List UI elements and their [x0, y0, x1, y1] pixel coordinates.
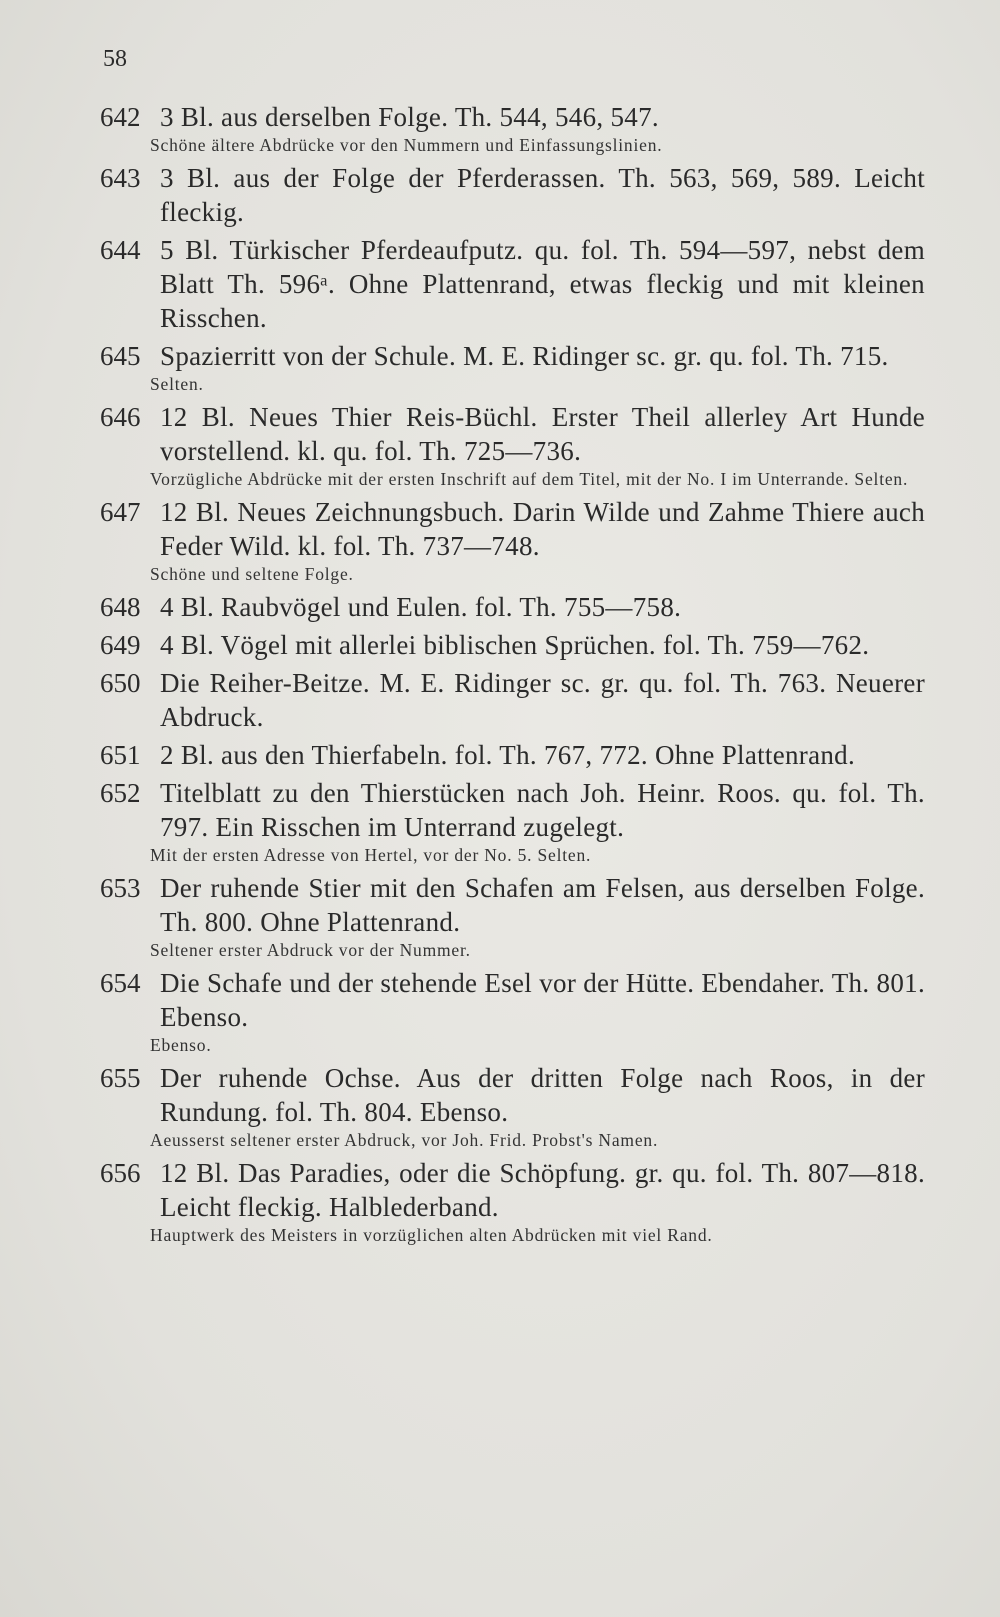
entry-text: Spazierritt von der Schule. M. E. Ridinger sc. gr. qu. fol. Th. 715.	[160, 341, 889, 371]
entry-text: 3 Bl. aus der Folge der Pferderassen. Th. 563, 569, 589. Leicht fleckig.	[160, 163, 925, 227]
entry-number: 655	[100, 1063, 141, 1093]
catalog-entry	[100, 666, 925, 734]
entry-list	[100, 100, 925, 1251]
page-number: 58	[103, 46, 127, 72]
entry-number: 648	[100, 592, 141, 622]
entry-note: Seltener erster Abdruck vor der Nummer.	[150, 940, 471, 960]
entry-text: Titelblatt zu den Thierstücken nach Joh. Heinr. Roos. qu. fol. Th. 797. Ein Risschen im Unterrand zugelegt.	[160, 778, 925, 842]
entry-note: Ebenso.	[150, 1035, 212, 1055]
entry-number: 650	[100, 668, 141, 698]
entry-number: 647	[100, 497, 141, 527]
entry-text: Der ruhende Stier mit den Schafen am Felsen, aus derselben Folge. Th. 800. Ohne Plattenrand.	[160, 873, 925, 937]
catalog-entry	[100, 871, 925, 962]
entry-note: Aeusserst seltener erster Abdruck, vor Joh. Frid. Probst's Namen.	[150, 1130, 659, 1150]
entry-text: Der ruhende Ochse. Aus der dritten Folge nach Roos, in der Rundung. fol. Th. 804. Ebenso.	[160, 1063, 925, 1127]
catalog-entry	[100, 400, 925, 491]
entry-note: Vorzügliche Abdrücke mit der ersten Inschrift auf dem Titel, mit der No. I im Unterrande. Selten.	[150, 469, 909, 489]
catalog-entry	[100, 1061, 925, 1152]
catalog-entry	[100, 495, 925, 586]
catalog-entry	[100, 776, 925, 867]
entry-number: 642	[100, 102, 141, 132]
entry-text: 12 Bl. Neues Zeichnungsbuch. Darin Wilde und Zahme Thiere auch Feder Wild. kl. fol. Th. 737—748.	[160, 497, 925, 561]
entry-number: 649	[100, 630, 141, 660]
entry-note: Schöne und seltene Folge.	[150, 564, 354, 584]
catalog-entry	[100, 628, 925, 662]
catalog-entry	[100, 161, 925, 229]
catalog-entry	[100, 100, 925, 157]
entry-note: Schöne ältere Abdrücke vor den Nummern und Einfassungslinien.	[150, 135, 663, 155]
entry-note: Hauptwerk des Meisters in vorzüglichen alten Abdrücken mit viel Rand.	[150, 1225, 713, 1245]
catalog-entry	[100, 738, 925, 772]
entry-number: 645	[100, 341, 141, 371]
catalog-entry	[100, 1156, 925, 1247]
entry-text: 4 Bl. Raubvögel und Eulen. fol. Th. 755—758.	[160, 592, 682, 622]
entry-number: 646	[100, 402, 141, 432]
entry-text: 12 Bl. Das Paradies, oder die Schöpfung. gr. qu. fol. Th. 807—818. Leicht fleckig. Halblederband.	[160, 1158, 925, 1222]
entry-number: 652	[100, 778, 141, 808]
catalog-entry	[100, 590, 925, 624]
entry-text: 2 Bl. aus den Thierfabeln. fol. Th. 767, 772. Ohne Plattenrand.	[160, 740, 856, 770]
entry-number: 653	[100, 873, 141, 903]
entry-number: 654	[100, 968, 141, 998]
entry-text: Die Reiher-Beitze. M. E. Ridinger sc. gr. qu. fol. Th. 763. Neuerer Abdruck.	[160, 668, 925, 732]
entry-note: Mit der ersten Adresse von Hertel, vor der No. 5. Selten.	[150, 845, 592, 865]
entry-text: 5 Bl. Türkischer Pferdeaufputz. qu. fol. Th. 594—597, nebst dem Blatt Th. 596ᵃ. Ohne Plattenrand, etwas fleckig und mit kleinen Risschen.	[160, 235, 925, 333]
entry-text: 12 Bl. Neues Thier Reis-Büchl. Erster Theil allerley Art Hunde vorstellend. kl. qu. fol. Th. 725—736.	[160, 402, 925, 466]
entry-text: 3 Bl. aus derselben Folge. Th. 544, 546, 547.	[160, 102, 659, 132]
entry-number: 643	[100, 163, 141, 193]
entry-number: 656	[100, 1158, 141, 1188]
catalog-entry	[100, 339, 925, 396]
entry-number: 651	[100, 740, 141, 770]
catalog-entry	[100, 966, 925, 1057]
entry-text: Die Schafe und der stehende Esel vor der Hütte. Ebendaher. Th. 801. Ebenso.	[160, 968, 925, 1032]
entry-note: Selten.	[150, 374, 204, 394]
entry-number: 644	[100, 235, 141, 265]
catalog-entry	[100, 233, 925, 335]
entry-text: 4 Bl. Vögel mit allerlei biblischen Sprüchen. fol. Th. 759—762.	[160, 630, 870, 660]
